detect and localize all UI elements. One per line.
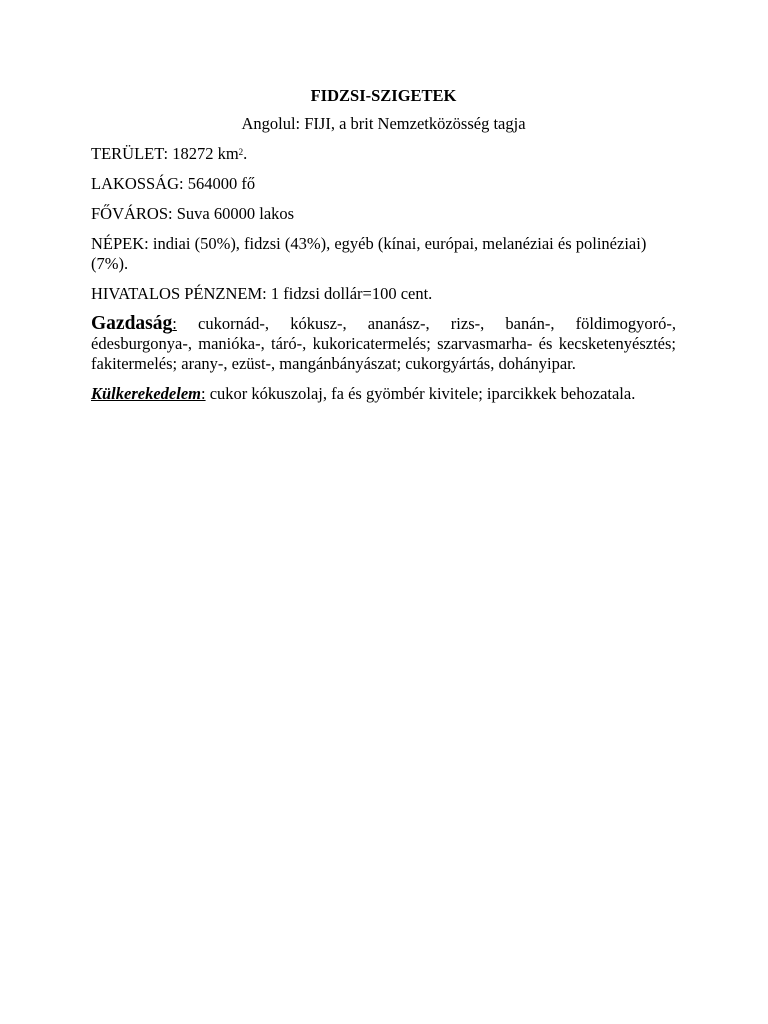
document-subtitle: Angolul: FIJI, a brit Nemzetközösség tagja [241, 114, 526, 133]
economy-colon: : [172, 314, 177, 333]
document-page [91, 86, 676, 414]
capital-line: FŐVÁROS: Suva 60000 lakos [91, 204, 295, 223]
document-title: FIDZSI-SZIGETEK [310, 86, 457, 105]
trade-label: Külkerekedelem [91, 384, 201, 403]
currency-line: HIVATALOS PÉNZNEM: 1 fidzsi dollár=100 cent. [91, 284, 433, 303]
area-superscript: 2 [238, 147, 244, 157]
trade-text: cukor kókuszolaj, fa és gyömbér kivitele; iparcikkek behozatala. [205, 384, 636, 403]
area-line [91, 144, 676, 164]
economy-label: Gazdaság [91, 313, 173, 334]
area-suffix: . [243, 144, 248, 163]
economy-paragraph [91, 314, 676, 374]
peoples-line: NÉPEK: indiai (50%), fidzsi (43%), egyéb (kínai, európai, melanéziai és polinéziai) (7%). [91, 234, 647, 273]
trade-paragraph [91, 384, 676, 404]
population-line: LAKOSSÁG: 564000 fő [91, 174, 256, 193]
area-text: TERÜLET: 18272 km [91, 144, 239, 163]
trade-colon: : [200, 384, 206, 403]
economy-text: cukornád-, kókusz-, ananász-, rizs-, banán-, földimogyoró-, édesburgonya-, manióka-, táró-, kukoricatermelés; szarvasmarha- és kecsketenyésztés; fakitermelés; arany-, ezüst-, mangánbányászat; cukorgyártás, dohányipar. [91, 314, 676, 373]
